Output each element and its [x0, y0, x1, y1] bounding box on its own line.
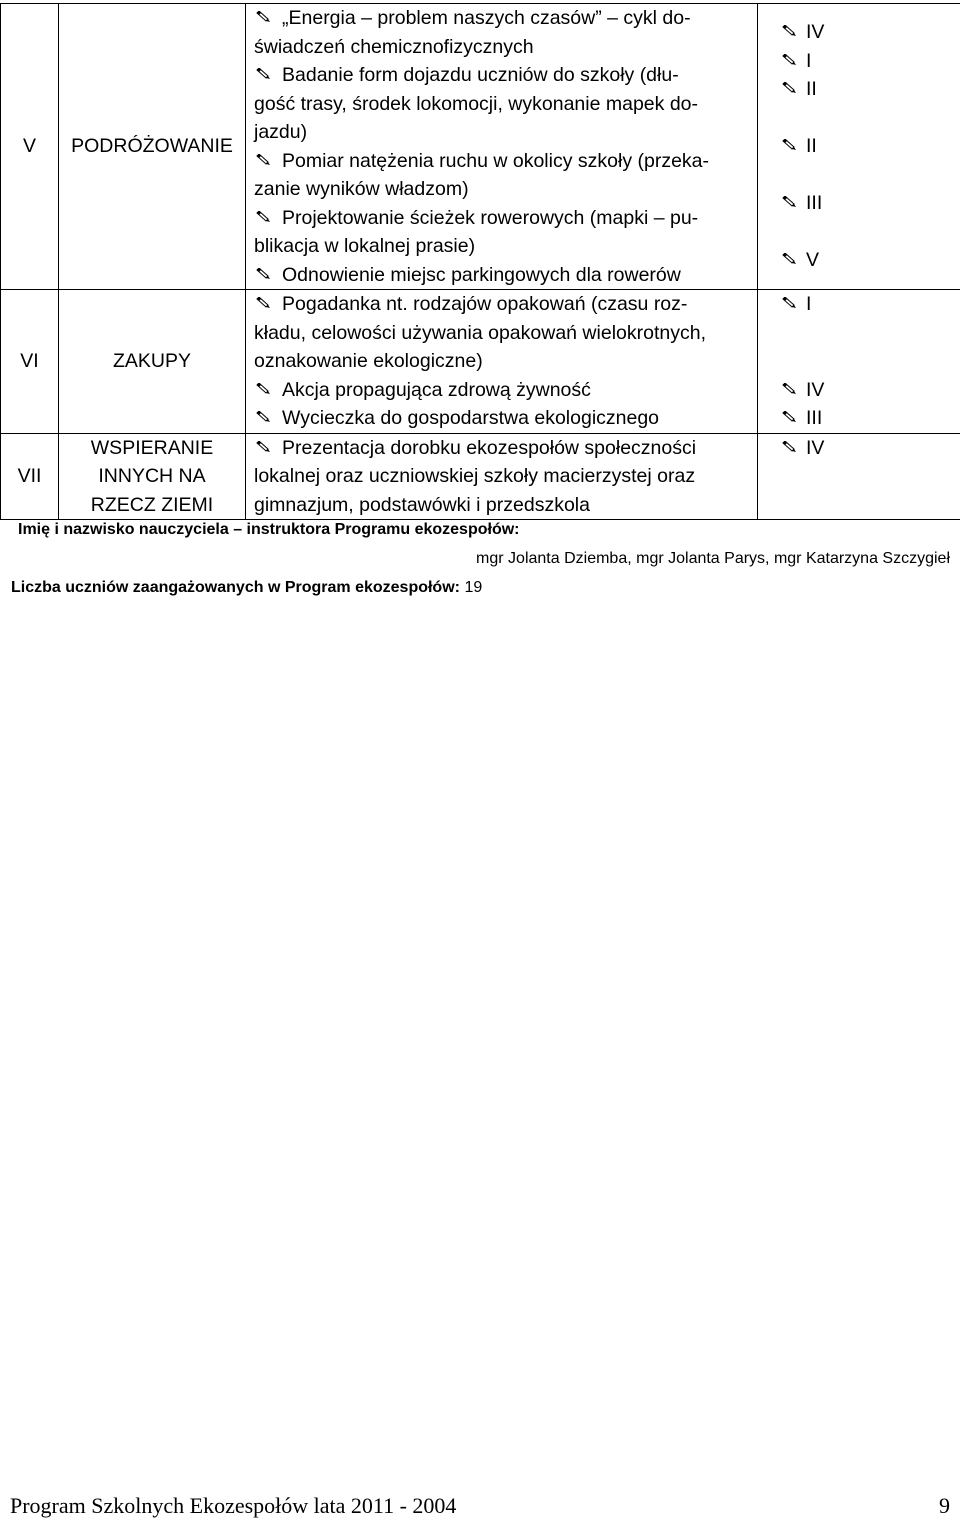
level-item: [758, 434, 960, 463]
table-row: [1, 290, 960, 434]
page-footer: [0, 1493, 960, 1523]
section-number: V: [1, 4, 59, 290]
levels-cell: [758, 433, 960, 520]
level-item: [758, 47, 960, 76]
levels-cell: [758, 290, 960, 434]
level-item: [758, 404, 960, 433]
students-label: Liczba uczniów zaangażowanych w Program ekozespołów:: [11, 579, 460, 596]
level-spacer: [758, 104, 960, 133]
teacher-names: mgr Jolanta Dziemba, mgr Jolanta Parys, mgr Katarzyna Szczygieł: [476, 550, 950, 567]
level-item: [758, 18, 960, 47]
pencil-bullet-icon: [256, 11, 271, 23]
level-label: V: [806, 249, 820, 272]
table-row: [1, 433, 960, 520]
pencil-bullet-icon: [782, 139, 797, 151]
level-label: III: [806, 407, 823, 429]
level-label: IV: [806, 378, 825, 401]
level-spacer: [758, 347, 960, 376]
activity-item: [246, 376, 757, 405]
level-spacer: [758, 218, 960, 247]
pencil-bullet-icon: [782, 297, 797, 309]
level-spacer: [758, 319, 960, 348]
activity-item: [246, 261, 757, 290]
pencil-bullet-icon: [256, 297, 271, 309]
section-name-line: INNYCH NA: [98, 465, 206, 487]
activity-item: [246, 147, 757, 176]
pencil-bullet-icon: [782, 54, 797, 66]
activity-item: [246, 290, 757, 319]
section-name: [59, 290, 246, 434]
pencil-bullet-icon: [782, 253, 797, 265]
activity-item: [246, 4, 757, 33]
level-item: [758, 189, 960, 218]
footer-title: Program Szkolnych Ekozespołów lata 2011 - 2004: [10, 1493, 457, 1518]
level-label: IV: [806, 436, 825, 459]
activity-text: Prezentacja dorobku ekozespołów społeczności: [282, 436, 697, 459]
activity-text-continued: oznakowanie ekologiczne): [254, 350, 483, 372]
pencil-bullet-icon: [782, 82, 797, 94]
page-number: 9: [939, 1493, 950, 1518]
activity-text: Odnowienie miejsc parkingowych dla rowerów: [282, 263, 681, 286]
activity-text: Projektowanie ścieżek rowerowych (mapki – pu-: [282, 206, 699, 229]
level-spacer: [758, 161, 960, 190]
activity-text-continued: kładu, celowości używania opakowań wielokrotnych,: [254, 321, 706, 344]
level-label: III: [806, 192, 823, 215]
level-label: IV: [806, 21, 825, 44]
activity-text: Badanie form dojazdu uczniów do szkoły (dłu-: [282, 64, 679, 86]
activity-text-continued: lokalnej oraz uczniowskiej szkoły macierzystej oraz: [254, 465, 696, 487]
table-row: [1, 4, 960, 290]
level-item: [758, 290, 960, 319]
section-name-line: ZAKUPY: [112, 350, 192, 372]
activity-item: [246, 434, 757, 463]
activity-text-continued: jazdu): [254, 121, 308, 143]
pencil-bullet-icon: [256, 68, 271, 80]
pencil-bullet-icon: [256, 268, 271, 280]
pencil-bullet-icon: [256, 211, 271, 223]
activity-text-continued: blikacja w lokalnej prasie): [254, 235, 476, 257]
section-number: VI: [1, 290, 59, 434]
level-label: I: [806, 49, 812, 72]
level-label: I: [806, 293, 812, 315]
levels-cell: [758, 4, 960, 290]
teacher-label: Imię i nazwisko nauczyciela – instruktora Programu ekozespołów:: [18, 521, 520, 538]
activities-cell: [246, 4, 758, 290]
pencil-bullet-icon: [782, 196, 797, 208]
activities-cell: [246, 433, 758, 520]
pencil-bullet-icon: [782, 441, 797, 453]
pencil-bullet-icon: [256, 441, 271, 453]
activity-text-continued: świadczeń chemicznofizycznych: [254, 35, 534, 58]
activity-text: Akcja propagująca zdrową żywność: [282, 378, 591, 401]
activity-text: Pomiar natężenia ruchu w okolicy szkoły (przeka-: [282, 149, 710, 172]
section-name: [59, 433, 246, 520]
students-line: [11, 579, 482, 597]
level-spacer: [758, 491, 960, 520]
section-name-line: WSPIERANIE: [90, 436, 214, 459]
students-count: 19: [464, 579, 483, 596]
activity-text: Wycieczka do gospodarstwa ekologicznego: [282, 407, 660, 429]
activity-text-continued: gość trasy, środek lokomocji, wykonanie mapek do-: [254, 92, 698, 115]
level-item: [758, 246, 960, 275]
level-label: II: [806, 135, 817, 158]
activity-item: [246, 404, 757, 433]
pencil-bullet-icon: [782, 25, 797, 37]
pencil-bullet-icon: [256, 411, 271, 423]
level-label: II: [806, 78, 817, 101]
activity-text: Pogadanka nt. rodzajów opakowań (czasu roz-: [282, 293, 688, 315]
section-name-line: PODRÓŻOWANIE: [71, 135, 233, 158]
activity-text-continued: zanie wyników władzom): [254, 178, 469, 200]
pencil-bullet-icon: [782, 411, 797, 423]
level-item: [758, 376, 960, 405]
activities-cell: [246, 290, 758, 434]
section-number: VII: [1, 433, 59, 520]
level-item: [758, 132, 960, 161]
activity-text: „Energia – problem naszych czasów” – cykl do-: [282, 7, 691, 29]
section-name: [59, 4, 246, 290]
activities-table: [0, 3, 960, 520]
activity-item: [246, 61, 757, 90]
level-spacer: [758, 462, 960, 491]
pencil-bullet-icon: [256, 383, 271, 395]
activity-text-continued: gimnazjum, podstawówki i przedszkola: [254, 493, 590, 516]
activities-table-body: [1, 4, 960, 520]
activity-item: [246, 204, 757, 233]
level-item: [758, 75, 960, 104]
pencil-bullet-icon: [782, 383, 797, 395]
section-name-line: RZECZ ZIEMI: [90, 493, 214, 516]
pencil-bullet-icon: [256, 154, 271, 166]
